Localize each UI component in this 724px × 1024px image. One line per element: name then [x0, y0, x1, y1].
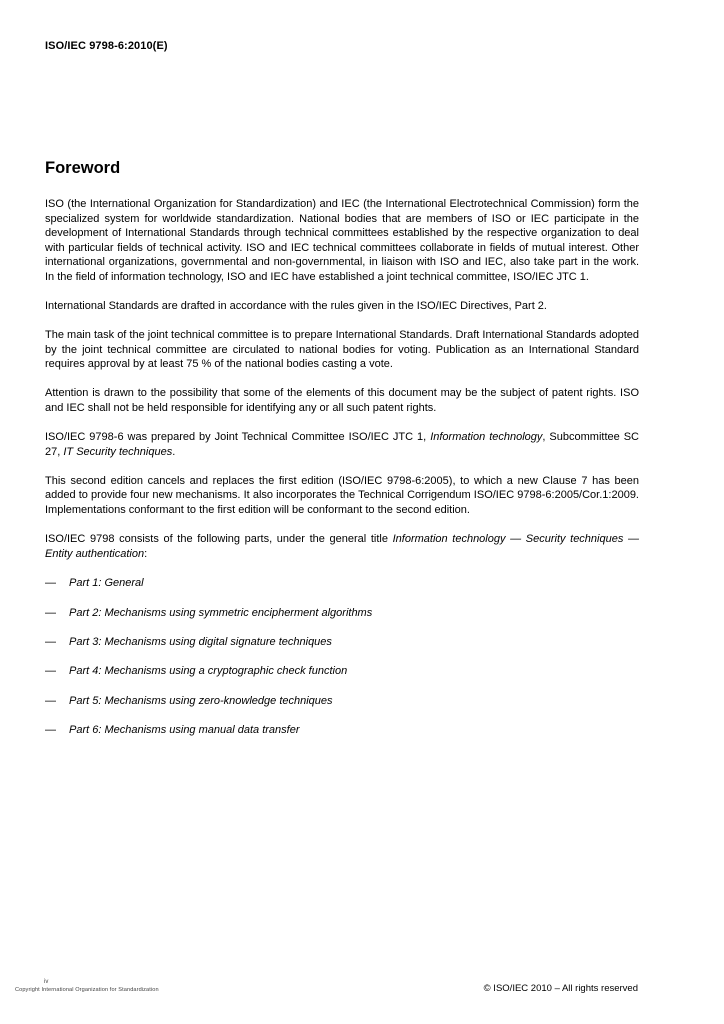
- section-title: Foreword: [45, 159, 121, 177]
- list-item-label: Part 5: Mechanisms using zero-knowledge techniques: [69, 694, 333, 707]
- list-item-label: Part 6: Mechanisms using manual data transfer: [69, 724, 300, 737]
- p5-italic-title: Information technology: [430, 431, 543, 444]
- list-item: [45, 694, 639, 723]
- p5-italic-subtitle: IT Security techniques: [63, 445, 173, 458]
- paragraph-4: Attention is drawn to the possibility that some of the elements of this document may be the subject of patent rights. ISO and IEC shall not be held responsible for identifying any or all such patent rights.: [45, 387, 639, 415]
- paragraph-1: ISO (the International Organization for Standardization) and IEC (the International Electrotechnical Commission) form the specialized system for worldwide standardization. National bodies that are members of ISO or IEC participate in the development of International Standards through technical committees established by the respective organization to deal with particular fields of technical activity. ISO and IEC technical committees collaborate in fields of mutual interest. Other international organizations, governmental and non-governmental, in liaison with ISO and IEC, also take part in the work. In the field of information technology, ISO and IEC have established a joint technical committee, ISO/IEC JTC 1.: [45, 198, 639, 283]
- list-item: [45, 723, 639, 752]
- standard-reference: ISO/IEC 9798-6:2010(E): [45, 40, 168, 52]
- page-number: iv: [44, 979, 49, 985]
- paragraph-3: The main task of the joint technical committee is to prepare International Standards. Draft International Standards adopted by the joint technical committee are circulated to national bodies for voting. Publication as an International Standard requires approval by at least 75 % of the national bodies casting a vote.: [45, 329, 639, 371]
- p7-lead: ISO/IEC 9798 consists of the following parts, under the general title: [45, 533, 393, 546]
- em-dash-icon: [45, 576, 69, 591]
- foreword-body: [45, 197, 639, 753]
- list-item: [45, 635, 639, 664]
- list-item: [45, 606, 639, 635]
- list-item-label: Part 1: General: [69, 577, 144, 590]
- p7-italic-title: Information technology — Security techniques — Entity authentication: [45, 533, 639, 560]
- em-dash-icon: [45, 664, 69, 679]
- paragraph-7: [45, 532, 639, 561]
- p7-tail: :: [144, 547, 148, 560]
- list-item: [45, 576, 639, 605]
- list-item-label: Part 4: Mechanisms using a cryptographic check function: [69, 665, 348, 678]
- p5-tail: .: [172, 445, 176, 458]
- list-item-label: Part 2: Mechanisms using symmetric encipherment algorithms: [69, 606, 373, 619]
- em-dash-icon: [45, 694, 69, 709]
- copyright-notice: © ISO/IEC 2010 – All rights reserved: [483, 983, 638, 994]
- paragraph-6: This second edition cancels and replaces the first edition (ISO/IEC 9798-6:2005), to which a new Clause 7 has been added to provide four new mechanisms. It also incorporates the Technical Corrigendum ISO/IEC 9798-6:2005/Cor.1:2009. Implementations conformant to the first edition will be conformant to the second edition.: [45, 474, 639, 516]
- p5-mid: , Subcommittee SC 27,: [45, 431, 639, 458]
- p5-lead: ISO/IEC 9798-6 was prepared by Joint Technical Committee ISO/IEC JTC 1,: [45, 431, 431, 444]
- paragraph-2: International Standards are drafted in accordance with the rules given in the ISO/IEC Directives, Part 2.: [45, 300, 547, 313]
- em-dash-icon: [45, 606, 69, 621]
- em-dash-icon: [45, 635, 69, 650]
- list-item: [45, 664, 639, 693]
- em-dash-icon: [45, 723, 69, 738]
- parts-list: [45, 576, 639, 752]
- list-item-label: Part 3: Mechanisms using digital signature techniques: [69, 636, 332, 649]
- paragraph-5: [45, 430, 639, 459]
- copyright-watermark: Copyright International Organization for Standardization: [15, 987, 159, 993]
